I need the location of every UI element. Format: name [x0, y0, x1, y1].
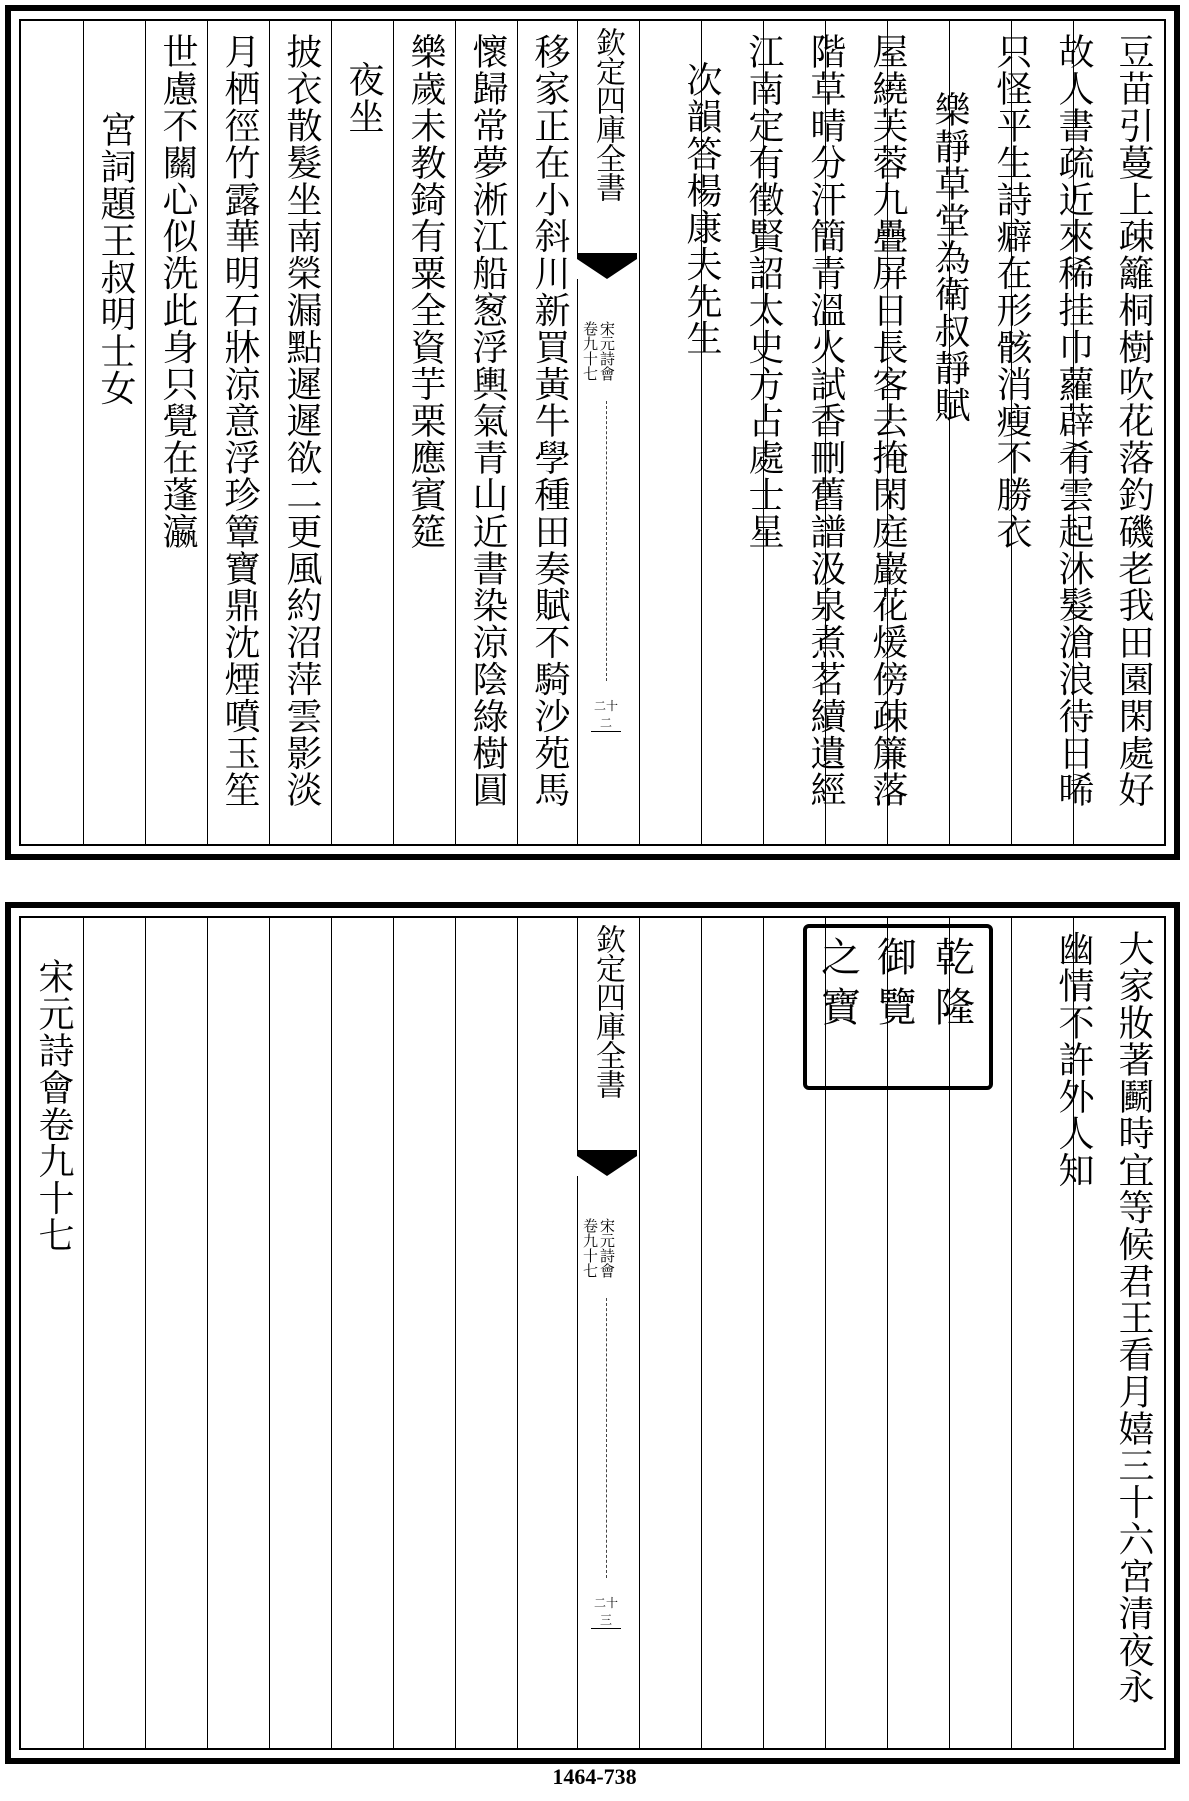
page-code: 1464-738 [552, 1764, 637, 1789]
text-column: 世慮不關心似洗此身只覺在蓬瀛 [157, 33, 198, 550]
column-rule [83, 21, 84, 844]
poem-title: 次韻答楊康夫先生 [681, 61, 722, 357]
column-rule [639, 21, 640, 844]
center-band [577, 918, 637, 1748]
column-rule [393, 21, 394, 844]
column-rule [701, 918, 702, 1748]
fold-line [606, 401, 607, 681]
column-rule [331, 918, 332, 1748]
center-band-volume: 卷九十七 [581, 1218, 599, 1278]
center-band-folio: 二十三 [591, 1594, 621, 1629]
column-rule [517, 21, 518, 844]
text-column: 月栖徑竹露華明石牀涼意浮珍簟寶鼎沈煙噴玉笙 [219, 33, 260, 808]
imperial-seal [803, 924, 993, 1090]
column-rule [269, 21, 270, 844]
center-band-volume: 卷九十七 [581, 321, 599, 381]
text-column: 移家正在小斜川新買黃牛學種田奏賦不騎沙苑馬 [529, 33, 570, 808]
center-band-title: 欽定四庫全書 [590, 27, 625, 201]
column-rule [269, 918, 270, 1748]
column-rule [207, 21, 208, 844]
text-column: 故人書疏近來稀挂巾蘿薜肴雲起沐髮滄浪待日晞 [1053, 33, 1094, 808]
column-rule [331, 21, 332, 844]
column-rule [517, 918, 518, 1748]
column-rule [639, 918, 640, 1748]
text-column: 階草晴分汗簡青溫火試香刪舊譜汲泉煮茗續遺經 [805, 33, 846, 808]
text-column: 披衣散髮坐南榮漏點遲遲欲二更風約沼萍雲影淡 [281, 33, 322, 808]
text-column: 懷歸常夢淅江船䆫浮輿氣青山近書染涼陰綠樹圓 [467, 33, 508, 808]
seal-glyph: 隆 [935, 985, 975, 1031]
poem-title: 宮詞題王叔明士女 [95, 111, 136, 407]
column-rule [145, 918, 146, 1748]
text-column: 只怪平生詩癖在形骸消瘦不勝衣 [991, 33, 1032, 550]
seal-glyph: 覽 [877, 985, 917, 1031]
column-rule [207, 918, 208, 1748]
top-page-frame [19, 19, 1166, 846]
seal-glyph: 之 [821, 935, 861, 981]
column-rule [1011, 918, 1012, 1748]
text-column: 江南定有徵賢詔太史方占處士星 [743, 33, 784, 550]
fishtail-mark [577, 1150, 637, 1176]
text-column: 幽情不許外人知 [1053, 930, 1094, 1189]
text-column: 屋繞芙蓉九疊屏日長客去掩閑庭巖花煖傍疎簾落 [867, 33, 908, 808]
end-title: 宋元詩會卷九十七 [33, 958, 74, 1254]
seal-glyph: 御 [877, 935, 917, 981]
text-column: 樂歲未教錡有粟全資芋栗應賓筵 [405, 33, 446, 550]
center-band-book: 宋元詩會 [598, 1218, 616, 1278]
text-column: 豆苗引蔓上疎籬桐樹吹花落釣磯老我田園閑處好 [1113, 33, 1154, 808]
fishtail-mark [577, 253, 637, 279]
poem-title: 樂靜草堂為衛叔靜賦 [929, 91, 970, 424]
column-rule [455, 918, 456, 1748]
poem-title: 夜坐 [343, 61, 384, 135]
column-rule [83, 918, 84, 1748]
seal-glyph: 乾 [935, 935, 975, 981]
seal-glyph: 寶 [821, 985, 861, 1031]
column-rule [455, 21, 456, 844]
column-rule [393, 918, 394, 1748]
column-rule [145, 21, 146, 844]
bottom-page [5, 902, 1180, 1764]
bottom-page-frame [19, 916, 1166, 1750]
fold-line [606, 1298, 607, 1578]
column-rule [763, 918, 764, 1748]
top-page [5, 5, 1180, 860]
center-band-book: 宋元詩會 [598, 321, 616, 381]
center-band [577, 21, 637, 844]
center-band-title: 欽定四庫全書 [590, 924, 625, 1098]
text-column: 大家妝著鬬時宜等候君王看月嬉三十六宮清夜永 [1113, 930, 1154, 1705]
center-band-folio: 二十二 [591, 697, 621, 732]
